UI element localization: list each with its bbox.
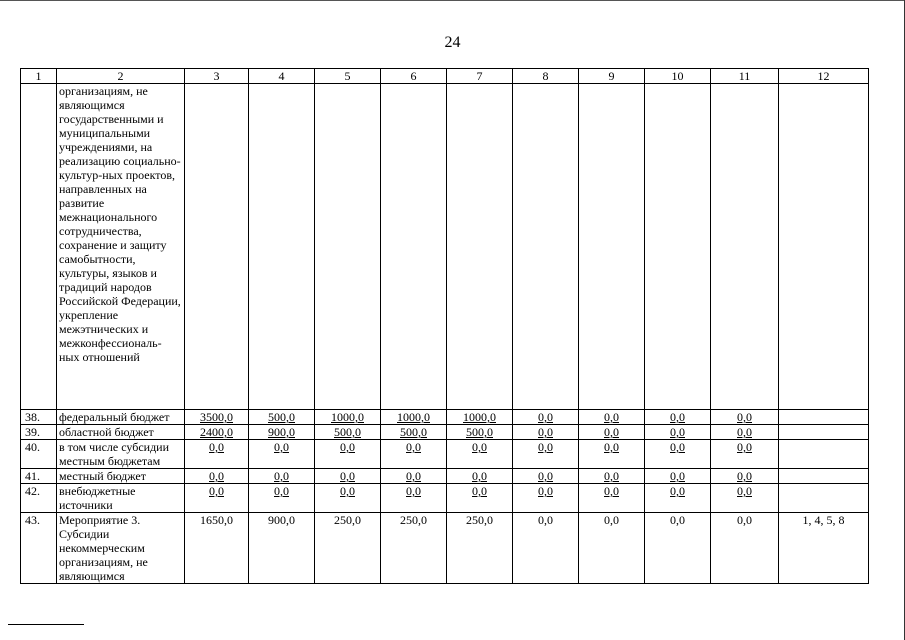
value-cell: 0,0: [645, 513, 711, 584]
value-cell: 250,0: [447, 513, 513, 584]
value-cell: 0,0: [249, 484, 315, 513]
value-cell: 1000,0: [381, 410, 447, 425]
row-number: 38.: [21, 410, 57, 425]
page-number: 24: [444, 34, 461, 51]
value-cell: 0,0: [645, 469, 711, 484]
column-header: 11: [711, 69, 779, 84]
table-row: [21, 440, 869, 469]
column-header: 6: [381, 69, 447, 84]
value-cell: 0,0: [579, 484, 645, 513]
value-cell: 0,0: [711, 484, 779, 513]
empty-cell: [645, 84, 711, 410]
value-cell: 0,0: [185, 440, 249, 469]
value-cell: 0,0: [513, 469, 579, 484]
value-cell: 0,0: [579, 469, 645, 484]
note-cell: [779, 469, 869, 484]
row-name: областной бюджет: [57, 425, 185, 440]
value-cell: 0,0: [711, 469, 779, 484]
value-cell: 0,0: [711, 513, 779, 584]
value-cell: 0,0: [579, 513, 645, 584]
continuation-num-cell: [21, 84, 57, 410]
note-cell: [779, 440, 869, 469]
scan-top-edge: [0, 0, 905, 1]
column-header: 5: [315, 69, 381, 84]
note-cell: 1, 4, 5, 8: [779, 513, 869, 584]
row-number: 39.: [21, 425, 57, 440]
continuation-text: организациям, не являющимся государственными и муниципальными учреждениями, на реализацию социально-культур-ных проектов, направленных на развитие межнационального сотрудничества, сохранение и защиту самобытности, культуры, языков и традиций народов Российской Федерации, укрепление межэтнических и межконфессиональ-ных отношений: [57, 84, 185, 410]
value-cell: 1650,0: [185, 513, 249, 584]
value-cell: 900,0: [249, 425, 315, 440]
row-name: федеральный бюджет: [57, 410, 185, 425]
table-row: [21, 513, 869, 584]
row-number: 42.: [21, 484, 57, 513]
value-cell: 0,0: [645, 410, 711, 425]
footnote-rule: [8, 624, 84, 625]
empty-cell: [711, 84, 779, 410]
row-name: в том числе субсидии местным бюджетам: [57, 440, 185, 469]
row-number: 43.: [21, 513, 57, 584]
column-header: 7: [447, 69, 513, 84]
empty-cell: [579, 84, 645, 410]
row-name: местный бюджет: [57, 469, 185, 484]
column-header: 9: [579, 69, 645, 84]
row-number: 41.: [21, 469, 57, 484]
value-cell: 0,0: [579, 425, 645, 440]
table-row: [21, 425, 869, 440]
value-cell: 250,0: [315, 513, 381, 584]
empty-cell: [381, 84, 447, 410]
value-cell: 0,0: [513, 513, 579, 584]
value-cell: 900,0: [249, 513, 315, 584]
row-name: внебюджетные источники: [57, 484, 185, 513]
value-cell: 0,0: [447, 469, 513, 484]
value-cell: 500,0: [249, 410, 315, 425]
value-cell: 500,0: [315, 425, 381, 440]
value-cell: 0,0: [711, 425, 779, 440]
value-cell: 0,0: [381, 469, 447, 484]
empty-cell: [185, 84, 249, 410]
value-cell: 0,0: [315, 484, 381, 513]
column-header: 8: [513, 69, 579, 84]
table-row: [21, 410, 869, 425]
value-cell: 0,0: [249, 469, 315, 484]
empty-cell: [447, 84, 513, 410]
value-cell: 0,0: [711, 410, 779, 425]
value-cell: 0,0: [513, 484, 579, 513]
value-cell: 0,0: [645, 425, 711, 440]
column-header: 10: [645, 69, 711, 84]
empty-cell: [249, 84, 315, 410]
value-cell: 0,0: [447, 484, 513, 513]
value-cell: 0,0: [579, 440, 645, 469]
column-header: 12: [779, 69, 869, 84]
empty-cell: [779, 84, 869, 410]
column-header: 2: [57, 69, 185, 84]
value-cell: 3500,0: [185, 410, 249, 425]
value-cell: 0,0: [513, 440, 579, 469]
budget-table: [20, 68, 869, 584]
value-cell: 0,0: [381, 440, 447, 469]
value-cell: 250,0: [381, 513, 447, 584]
value-cell: 1000,0: [315, 410, 381, 425]
value-cell: 0,0: [185, 469, 249, 484]
value-cell: 0,0: [447, 440, 513, 469]
column-header: 3: [185, 69, 249, 84]
note-cell: [779, 410, 869, 425]
empty-cell: [513, 84, 579, 410]
table-row: [21, 469, 869, 484]
value-cell: 500,0: [447, 425, 513, 440]
continuation-row: [21, 84, 869, 410]
value-cell: 500,0: [381, 425, 447, 440]
value-cell: 0,0: [315, 440, 381, 469]
value-cell: 2400,0: [185, 425, 249, 440]
note-cell: [779, 484, 869, 513]
column-header: 4: [249, 69, 315, 84]
value-cell: 0,0: [249, 440, 315, 469]
column-header: 1: [21, 69, 57, 84]
value-cell: 0,0: [381, 484, 447, 513]
row-name: Мероприятие 3. Субсидии некоммерческим организациям, не являющимся: [57, 513, 185, 584]
value-cell: 1000,0: [447, 410, 513, 425]
header-row: [21, 69, 869, 84]
empty-cell: [315, 84, 381, 410]
value-cell: 0,0: [513, 410, 579, 425]
value-cell: 0,0: [711, 440, 779, 469]
row-number: 40.: [21, 440, 57, 469]
value-cell: 0,0: [579, 410, 645, 425]
value-cell: 0,0: [645, 440, 711, 469]
value-cell: 0,0: [315, 469, 381, 484]
table-row: [21, 484, 869, 513]
value-cell: 0,0: [513, 425, 579, 440]
value-cell: 0,0: [645, 484, 711, 513]
note-cell: [779, 425, 869, 440]
value-cell: 0,0: [185, 484, 249, 513]
